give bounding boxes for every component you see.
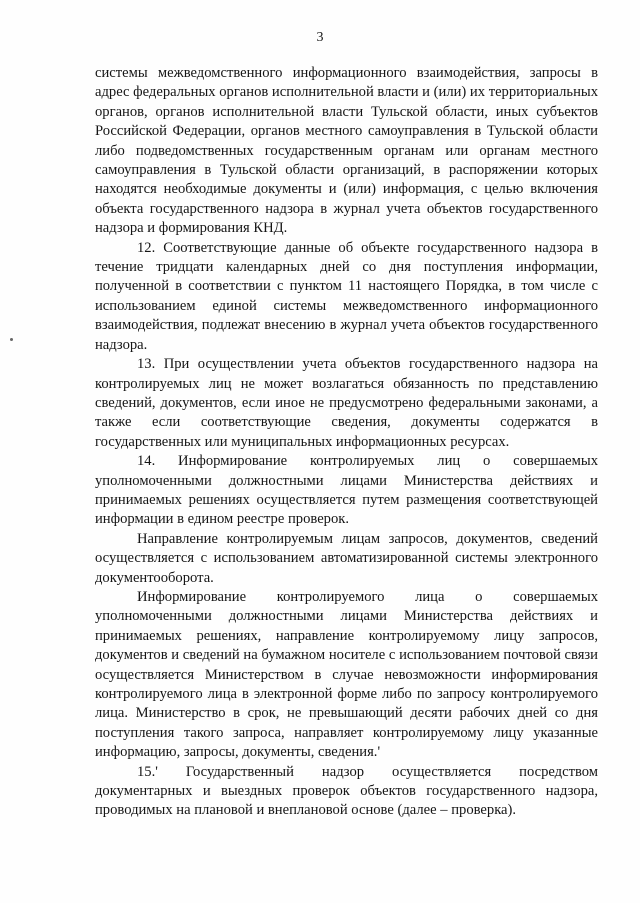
paragraph-12: 12. Соответствующие данные об объекте государственного надзора в течение тридцати календарных дней со дня поступления информации, полученной в соответствии с пунктом 11 настоящего Порядка, в том числе с использованием единой системы межведомственного информационного взаимодействия, подлежат внесению в журнал учета объектов государственного надзора. [95,239,598,353]
paragraph-15: 15.' Государственный надзор осуществляется посредством документарных и выездных проверок объектов государственного надзора, проводимых на плановой и внеплановой основе (далее – проверка). [95,763,598,819]
paragraph-14-paper-notice: Информирование контролируемого лица о совершаемых уполномоченными должностными лицами Министерства действиях и принимаемых решениях, направление контролируемому лицу запросов, документов и сведений на бумажном носителе с использованием почтовой связи осуществляется Министерством в случае невозможности информирования контролируемого лица в электронной форме либо по запросу контролируемого лица. Министерство в срок, не превышающий десяти рабочих дней со дня поступления такого запроса, направляет контролируемому лицу указанные информацию, запросы, документы, сведения.' [95,588,598,761]
paragraph-13: 13. При осуществлении учета объектов государственного надзора на контролируемых лиц не может возлагаться обязанность по представлению сведений, документов, если иное не предусмотрено федеральными законами, а также если соответствующие сведения, документы содержатся в государственных или муниципальных информационных ресурсах. [95,356,598,450]
document-body [95,64,598,821]
paragraph-14: 14. Информирование контролируемых лиц о совершаемых уполномоченными должностными лицами Министерства действиях и принимаемых решениях осуществляется путем размещения соответствующей информации в едином реестре проверок. [95,453,598,528]
paragraph-14-requests: Направление контролируемым лицам запросов, документов, сведений осуществляется с использованием автоматизированной системы электронного документооборота. [95,530,598,586]
paragraph-continuation: системы межведомственного информационного взаимодействия, запросы в адрес федеральных органов исполнительной власти и (или) их территориальных органов, органов исполнительной власти Тульской области, иных субъектов Российской Федерации, органов местного самоуправления в Тульской области либо подведомственных государственным органам или органам местного самоуправления в Тульской области организаций, в распоряжении которых находятся необходимые документы и (или) информация, с целью включения объекта государственного надзора в журнал учета объектов государственного надзора и формирования КНД. [95,65,598,237]
margin-mark [10,338,13,341]
page-number: 3 [316,30,324,45]
